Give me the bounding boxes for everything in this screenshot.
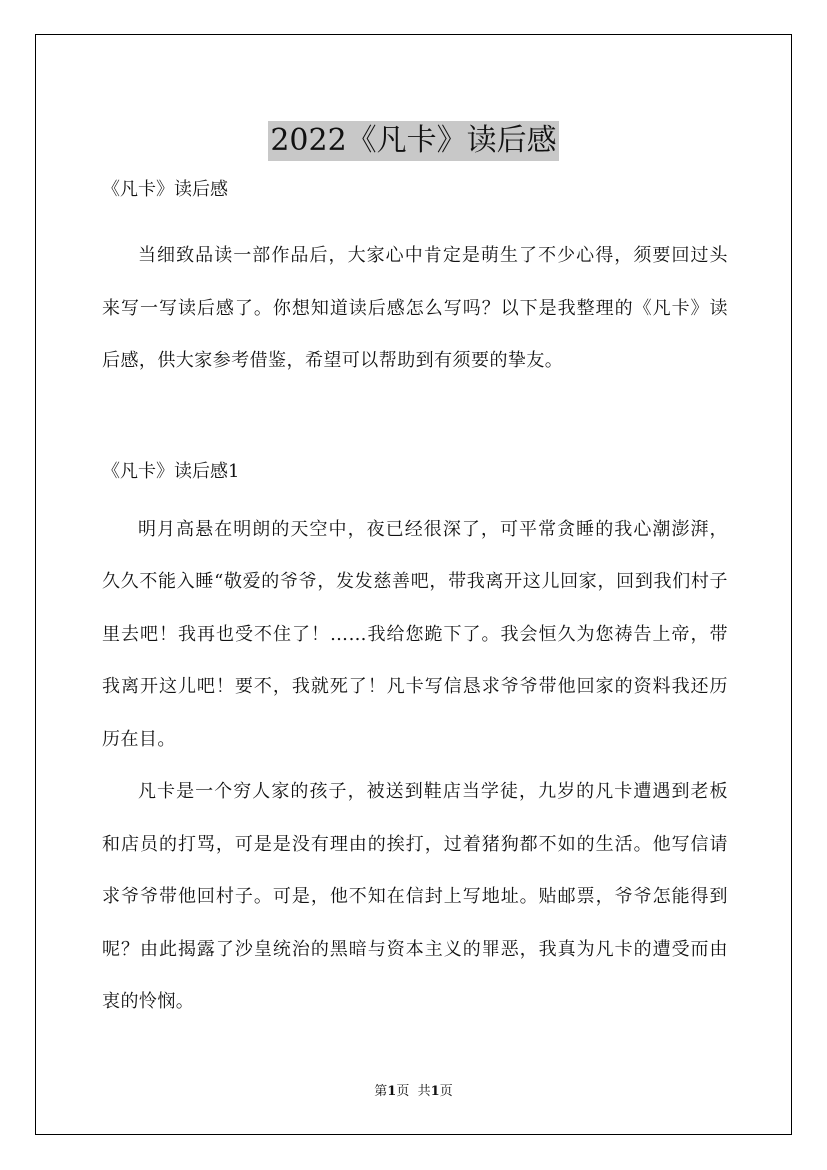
document-title: 2022《凡卡》读后感 [268, 121, 558, 161]
page-prefix: 第 [374, 1084, 388, 1099]
document-body [102, 172, 728, 1029]
intro-paragraph: 当细致品读一部作品后，大家心中肯定是萌生了不少心得，须要回过头来写一写读后感了。你想知道读后感怎么写吗？以下是我整理的《凡卡》读后感，供大家参考借鉴，希望可以帮助到有须要的挚友。 [102, 245, 728, 371]
page-footer [0, 1082, 827, 1102]
page-number: 1 [387, 1084, 397, 1099]
section1-paragraph-1: 明月高悬在明朗的天空中，夜已经很深了，可平常贪睡的我心潮澎湃，久久不能入睡“敬爱的爷爷，发发慈善吧，带我离开这儿回家，回到我们村子里去吧！我再也受不住了！……我给您跪下了。我会恒久为您祷告上帝，带我离开这儿吧！要不，我就死了！凡卡写信恳求爷爷带他回家的资料我还历历在目。 [102, 518, 728, 750]
page-suffix: 页 [396, 1084, 410, 1099]
section1-paragraph-2: 凡卡是一个穷人家的孩子，被送到鞋店当学徒，九岁的凡卡遭遇到老板和店员的打骂，可是是没有理由的挨打，过着猪狗都不如的生活。他写信请求爷爷带他回村子。可是，他不知在信封上写地址。贴邮票，爷爷怎能得到呢？由此揭露了沙皇统治的黑暗与资本主义的罪恶，我真为凡卡的遭受而由衷的怜悯。 [102, 781, 728, 1012]
title-area [0, 101, 827, 181]
section1-heading: 《凡卡》读后感1 [102, 460, 240, 482]
total-suffix: 页 [439, 1084, 453, 1099]
total-prefix: 共 [417, 1084, 431, 1099]
intro-heading: 《凡卡》读后感 [102, 179, 228, 200]
total-pages: 1 [430, 1084, 440, 1099]
